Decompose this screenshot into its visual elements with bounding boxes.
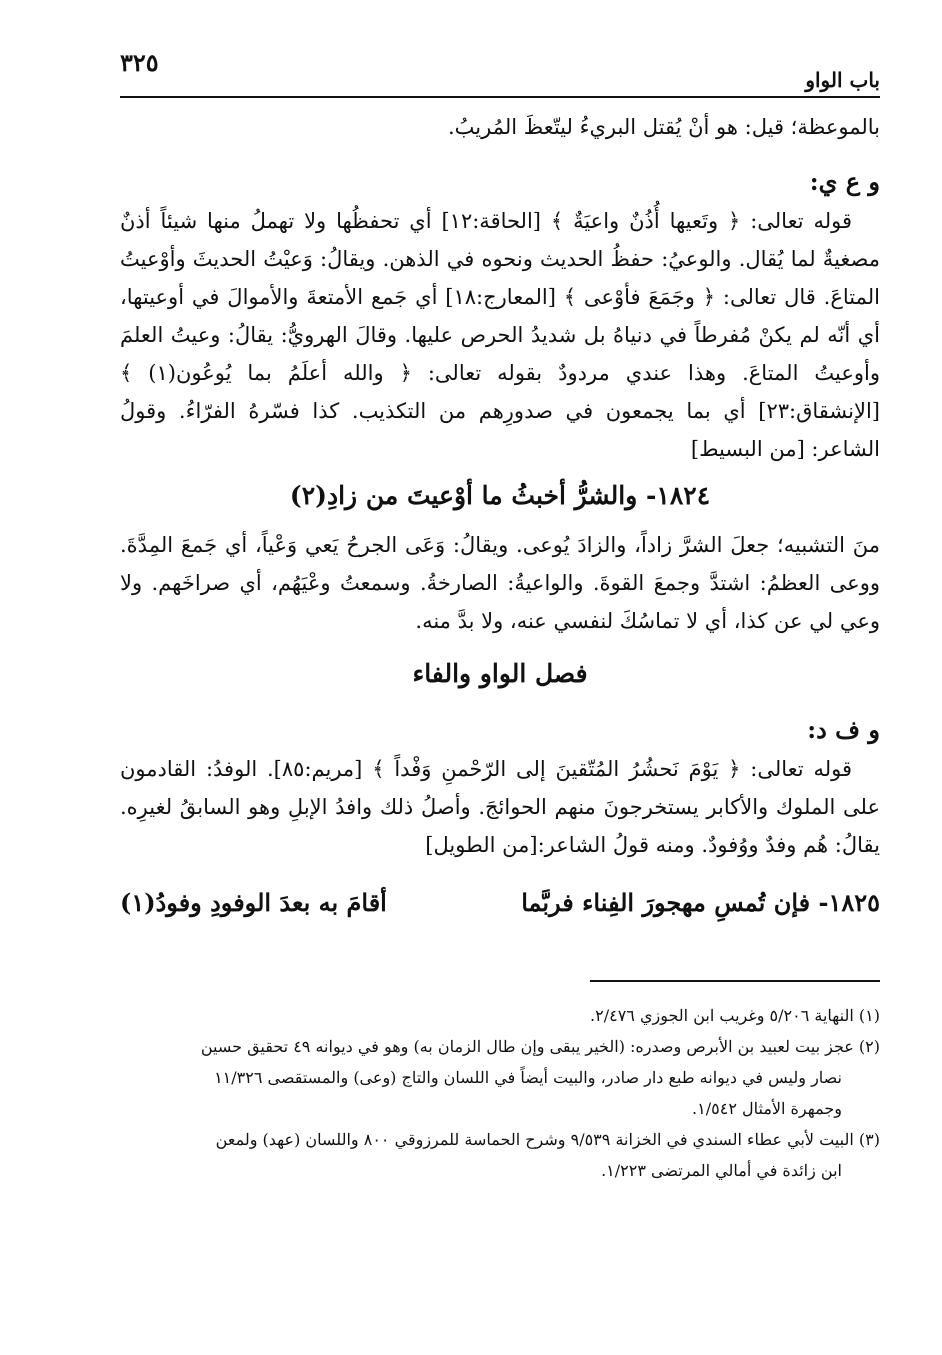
root-heading: و ع ي: — [809, 167, 880, 196]
root-heading: و ف د: — [807, 715, 880, 744]
verse-second-hemistich: أقامَ به بعدَ الوفودِ وفودُ(١) — [120, 888, 387, 917]
book-page — [120, 40, 880, 1186]
page-header — [120, 40, 880, 98]
footnote: (٣) البيت لأبي عطاء السندي في الخزانة ٩/٥٣٩ وشرح الحماسة للمرزوقي ٨٠٠ واللسان (عهد) ولمعن — [215, 1130, 880, 1149]
paragraph: قوله تعالى: ﴿ يَوْمَ نَحشُرُ المُتّقينَ إلى الرّحْمنِ وَفْداً ﴾ [مريم:٨٥]. الوفدُ: القادمون على الملوك والأكابر يستخرجونَ منهم الحوائجَ. وأصلُ ذلك وافدُ الإبلِ وهو السابقُ لغيرِه. يقالُ: هُم وفدٌ ووُفودٌ. ومنه قولُ الشاعر:[من الطويل] — [120, 757, 880, 857]
footnote: (١) النهاية ٥/٢٠٦ وغريب ابن الجوزي ٢/٤٧٦. — [590, 1006, 880, 1025]
footnote-continuation: ابن زائدة في أمالي المرتضى ١/٢٢٣. — [601, 1161, 842, 1180]
chapter-title: باب الواو — [805, 68, 880, 92]
footnote: (٢) عجز بيت لعبيد بن الأبرص وصدره: (الخير يبقى وإن طال الزمان به) وهو في ديوانه ٤٩ تحقيق حسين — [200, 1037, 880, 1056]
footnote-continuation: وجمهرة الأمثال ١/٥٤٢. — [692, 1099, 842, 1118]
poetry-verse: ١٨٢٤- والشرُّ أخبثُ ما أوْعيتَ من زادِ(٢) — [289, 481, 711, 510]
paragraph: قوله تعالى: ﴿ وتَعيها أُذُنٌ واعيَةٌ ﴾ [الحاقة:١٢] أي تحفظُها ولا تهملُ منها شيئاً أذنٌ مصغيةٌ لما يُقال. والوعيُ: حفظُ الحديث ونحوه في الذهن. ويقالُ: وَعيْتُ الحديثَ وأوْعيتُ المتاعَ. قال تعالى: ﴿ وجَمَعَ فأوْعى ﴾ [المعارج:١٨] أي جَمع الأمتعةَ والأموالَ في أوعيتها، أي أنّه لم يكنْ مُفرطاً في دنياهُ بل شديدُ الحرص عليها. وقالَ الهرويُّ: يقالُ: وعيتُ العلمَ وأوعيتُ المتاعَ. وهذا عندي مردودٌ بقوله تعالى: ﴿ والله أعلَمُ بما يُوعُون(١) ﴾ [الإنشقاق:٢٣] أي بما يجمعون في صدورِهم من التكذيب. كذا فسّرهُ الفرّاءُ. وقولُ الشاعر: [من البسيط] — [120, 209, 880, 461]
page-number: ٣٢٥ — [120, 48, 159, 77]
section-title: فصل الواو والفاء — [412, 659, 588, 688]
paragraph: منَ التشبيه؛ جعلَ الشرَّ زاداً، والزادَ يُوعى. ويقالُ: وَعَى الجرحُ يَعي وَعْياً، أي جَمعَ المِدَّةَ. ووعى العظمُ: اشتدَّ وجمعَ القوةَ. والواعيةُ: الصارخةُ. وسمعتُ وعْيَهُم، أي صراخَهم. ولا وعي لي عن كذا، أي لا تماسُكَ لنفسي عنه، ولا بدَّ منه. — [120, 533, 880, 633]
paragraph: بالموعظة؛ قيل: هو أنْ يُقتل البريءُ ليتّعظَ المُريبُ. — [448, 115, 880, 139]
footnote-continuation: نصار وليس في ديوانه طبع دار صادر، والبيت أيضاً في اللسان والتاج (وعى) والمستقصى ١١/٣٢٦ — [214, 1068, 842, 1087]
verse-first-hemistich: ١٨٢٥- فإن تُمسِ مهجورَ الفِناء فربَّما — [521, 888, 880, 917]
footnotes — [120, 1000, 880, 1186]
footnote-divider — [590, 980, 880, 982]
poetry-verse — [120, 884, 880, 922]
